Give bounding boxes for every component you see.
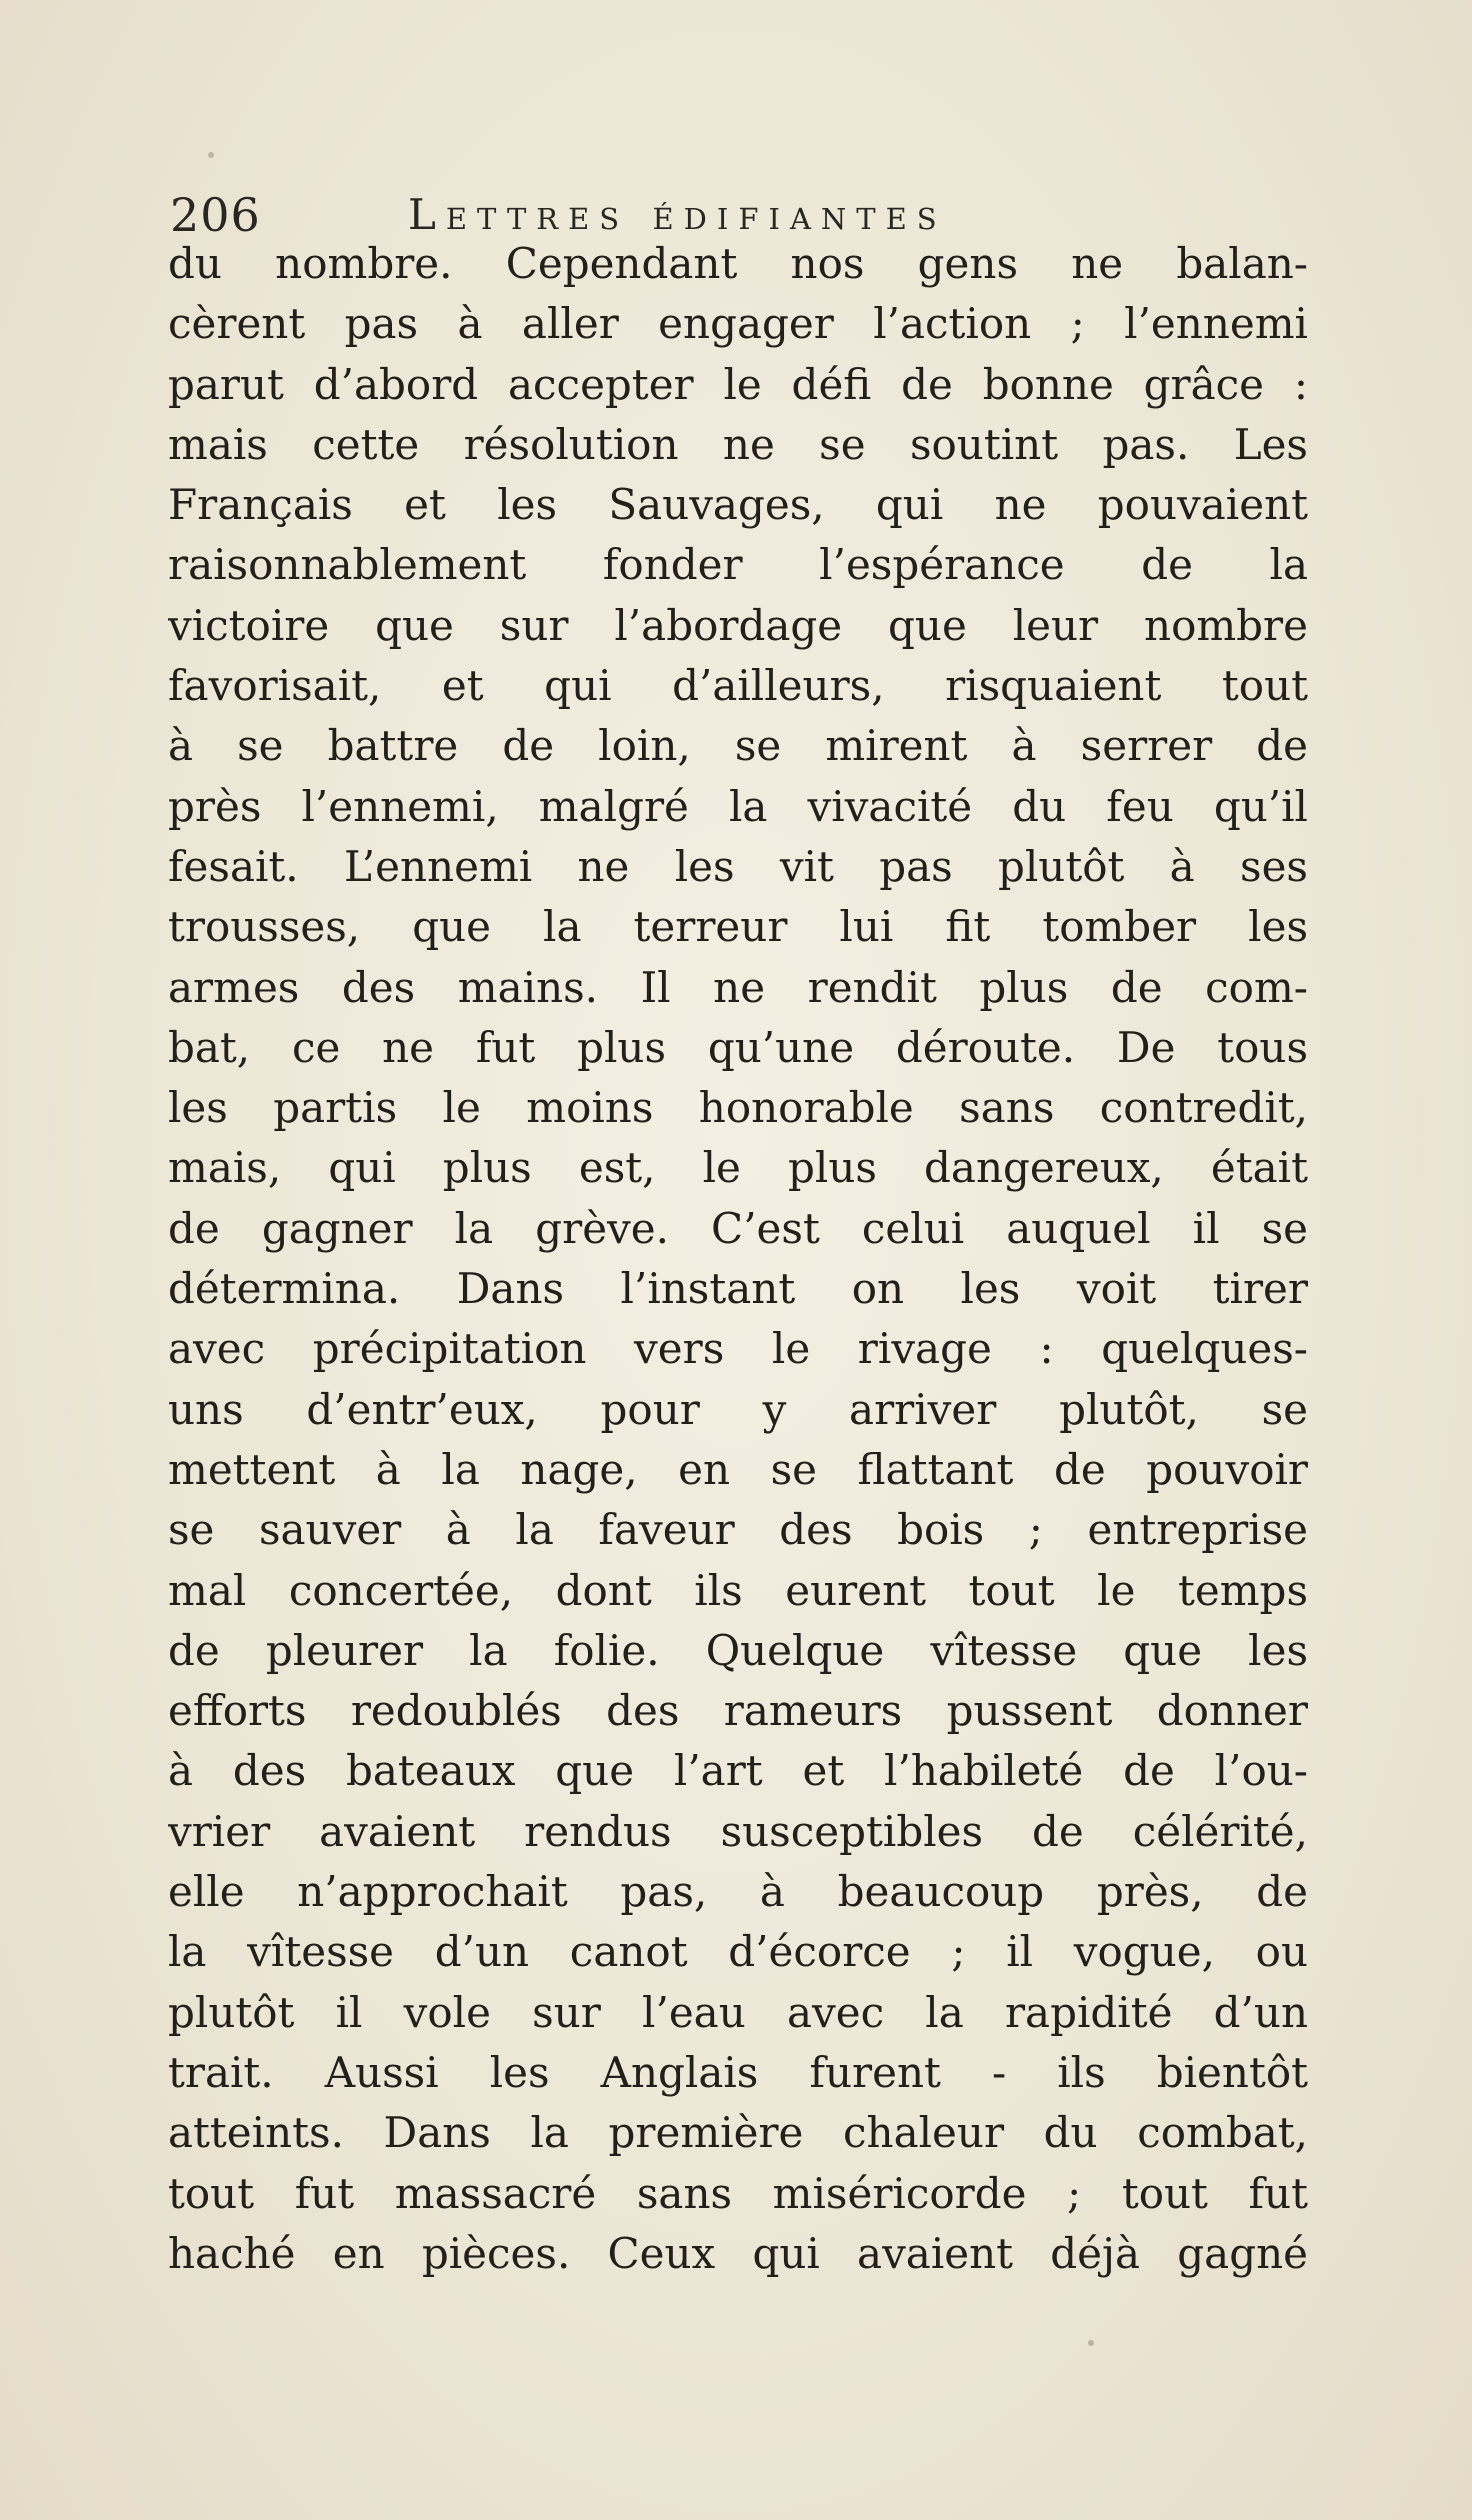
text-line: armes des mains. Il ne rendit plus de com- [168, 962, 1308, 1012]
paper-speck [1088, 2340, 1094, 2346]
text-line: uns d’entr’eux, pour y arriver plutôt, se [168, 1384, 1308, 1434]
text-line: de pleurer la folie. Quelque vîtesse que les [168, 1625, 1308, 1675]
text-line: près l’ennemi, malgré la vivacité du feu qu’il [168, 781, 1308, 831]
text-line: plutôt il vole sur l’eau avec la rapidité d’un [168, 1987, 1308, 2037]
page-number: 206 [170, 188, 261, 242]
text-line: efforts redoublés des rameurs pussent donner [168, 1686, 1308, 1736]
text-line: cèrent pas à aller engager l’action ; l’ennemi [168, 299, 1308, 349]
text-line: mais cette résolution ne se soutint pas. Les [168, 419, 1308, 469]
paper-speck [208, 152, 214, 158]
text-line: trait. Aussi les Anglais furent - ils bientôt [168, 2047, 1308, 2097]
text-line: fesait. L’ennemi ne les vit pas plutôt à ses [168, 841, 1308, 891]
running-title: Lettres édifiantes [408, 190, 947, 239]
text-line: la vîtesse d’un canot d’écorce ; il vogue, ou [168, 1927, 1308, 1977]
text-line: atteints. Dans la première chaleur du combat, [168, 2108, 1308, 2158]
text-line: se sauver à la faveur des bois ; entreprise [168, 1505, 1308, 1555]
text-line: bat, ce ne fut plus qu’une déroute. De tous [168, 1022, 1308, 1072]
text-line: favorisait, et qui d’ailleurs, risquaient tout [168, 661, 1308, 711]
text-line: raisonnablement fonder l’espérance de la [168, 540, 1308, 590]
text-line: mettent à la nage, en se flattant de pouvoir [168, 1444, 1308, 1494]
text-line: de gagner la grève. C’est celui auquel il se [168, 1203, 1308, 1253]
text-line: du nombre. Cependant nos gens ne balan- [168, 239, 1308, 288]
text-line: avec précipitation vers le rivage : quelques- [168, 1324, 1308, 1374]
text-line: à se battre de loin, se mirent à serrer de [168, 721, 1308, 771]
body-text [168, 234, 1308, 2286]
text-line: trousses, que la terreur lui fit tomber les [168, 902, 1308, 952]
text-line: vrier avaient rendus susceptibles de célérité, [168, 1806, 1308, 1856]
text-line: haché en pièces. Ceux qui avaient déjà gagné [168, 2228, 1308, 2278]
text-line: détermina. Dans l’instant on les voit tirer [168, 1264, 1308, 1314]
text-line: elle n’approchait pas, à beaucoup près, de [168, 1867, 1308, 1917]
text-line: à des bateaux que l’art et l’habileté de l’ou- [168, 1746, 1308, 1796]
text-line: mal concertée, dont ils eurent tout le temps [168, 1565, 1308, 1615]
text-line: Français et les Sauvages, qui ne pouvaient [168, 480, 1308, 530]
text-line: mais, qui plus est, le plus dangereux, était [168, 1143, 1308, 1193]
text-line: les partis le moins honorable sans contredit, [168, 1083, 1308, 1133]
text-line: parut d’abord accepter le défi de bonne grâce : [168, 359, 1308, 409]
text-line: tout fut massacré sans miséricorde ; tout fut [168, 2168, 1308, 2218]
text-line: victoire que sur l’abordage que leur nombre [168, 600, 1308, 650]
